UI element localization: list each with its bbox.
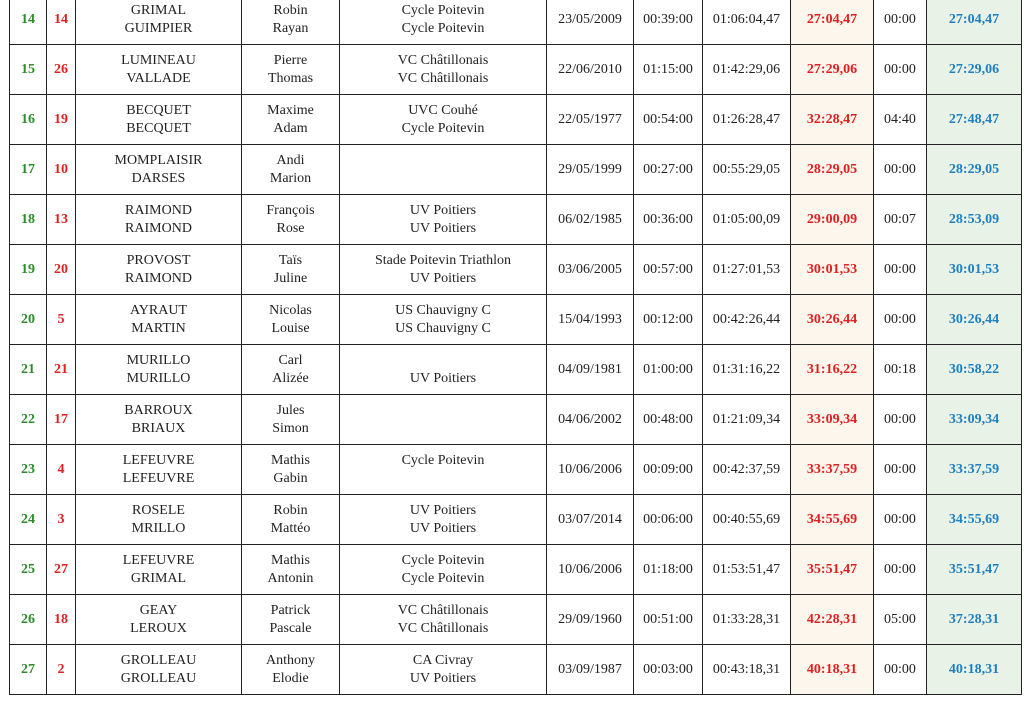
clubs-cell-line: [342, 152, 544, 170]
surnames-cell-line: MURILLO: [126, 370, 191, 386]
table-row: [10, 195, 1022, 245]
bib-cell: 3: [47, 495, 76, 545]
real-time-cell: 33:37,59: [791, 445, 874, 495]
firstnames-cell-line: Gabin: [273, 470, 308, 486]
table-row: [10, 445, 1022, 495]
firstnames-cell-line: Robin: [273, 502, 308, 518]
firstnames-cell-line: Pierre: [273, 52, 308, 68]
firstnames-cell-line: Rayan: [272, 20, 309, 36]
surnames-cell-line: DARSES: [131, 170, 186, 186]
surnames-cell-line: BARROUX: [124, 402, 193, 418]
firstnames-cell: [242, 0, 340, 45]
surnames-cell: [76, 545, 242, 595]
clubs-cell-line: UV Poitiers: [409, 270, 477, 286]
bib-cell: 18: [47, 595, 76, 645]
surnames-cell-line: PROVOST: [126, 252, 191, 268]
clubs-cell-line: Cycle Poitevin: [401, 452, 485, 468]
bonus-cell: 00:00: [874, 245, 927, 295]
surnames-cell-line: RAIMOND: [125, 270, 192, 286]
table-row: [10, 245, 1022, 295]
surnames-cell: [76, 595, 242, 645]
clubs-cell-line: UVC Couhé: [408, 102, 478, 118]
surnames-cell-line: VALLADE: [126, 70, 191, 86]
surnames-cell-line: MOMPLAISIR: [114, 152, 203, 168]
table-row: [10, 345, 1022, 395]
firstnames-cell-line: Elodie: [272, 670, 309, 686]
clubs-cell: [340, 0, 547, 45]
total-time-cell: 01:26:28,47: [703, 95, 791, 145]
total-time-cell: 01:33:28,31: [703, 595, 791, 645]
firstnames-cell: [242, 645, 340, 695]
firstnames-cell-line: Mathis: [271, 452, 310, 468]
rank-cell: 20: [10, 295, 47, 345]
bib-cell: 10: [47, 145, 76, 195]
birthdate-cell: 22/06/2010: [547, 45, 634, 95]
clubs-cell: [340, 195, 547, 245]
birthdate-cell: 03/09/1987: [547, 645, 634, 695]
final-time-cell: 30:01,53: [927, 245, 1022, 295]
bib-cell: 4: [47, 445, 76, 495]
bib-cell: 13: [47, 195, 76, 245]
firstnames-cell: [242, 45, 340, 95]
clubs-cell-line: CA Civray: [412, 652, 474, 668]
bib-cell: 21: [47, 345, 76, 395]
table-row: [10, 495, 1022, 545]
handicap-cell: 00:06:00: [634, 495, 703, 545]
firstnames-cell-line: Mattéo: [270, 520, 311, 536]
table-row: [10, 545, 1022, 595]
handicap-cell: 00:51:00: [634, 595, 703, 645]
total-time-cell: 00:40:55,69: [703, 495, 791, 545]
table-row: [10, 595, 1022, 645]
firstnames-cell-line: Andi: [276, 152, 305, 168]
real-time-cell: 29:00,09: [791, 195, 874, 245]
handicap-cell: 00:54:00: [634, 95, 703, 145]
surnames-cell-line: LEFEUVRE: [122, 552, 195, 568]
clubs-cell: [340, 545, 547, 595]
clubs-cell-line: VC Châtillonais: [397, 70, 489, 86]
rank-cell: 21: [10, 345, 47, 395]
clubs-cell: [340, 645, 547, 695]
table-row: [10, 295, 1022, 345]
surnames-cell: [76, 0, 242, 45]
birthdate-cell: 06/02/1985: [547, 195, 634, 245]
table-row: [10, 395, 1022, 445]
handicap-cell: 00:48:00: [634, 395, 703, 445]
final-time-cell: 37:28,31: [927, 595, 1022, 645]
final-time-cell: 30:58,22: [927, 345, 1022, 395]
firstnames-cell-line: Alizée: [272, 370, 309, 386]
rank-cell: 26: [10, 595, 47, 645]
surnames-cell: [76, 445, 242, 495]
final-time-cell: 27:04,47: [927, 0, 1022, 45]
firstnames-cell-line: Patrick: [270, 602, 311, 618]
bonus-cell: 00:00: [874, 545, 927, 595]
surnames-cell: [76, 295, 242, 345]
surnames-cell-line: LUMINEAU: [121, 52, 196, 68]
birthdate-cell: 04/09/1981: [547, 345, 634, 395]
bonus-cell: 00:00: [874, 0, 927, 45]
total-time-cell: 01:31:16,22: [703, 345, 791, 395]
rank-cell: 16: [10, 95, 47, 145]
handicap-cell: 01:18:00: [634, 545, 703, 595]
birthdate-cell: 29/09/1960: [547, 595, 634, 645]
surnames-cell-line: MARTIN: [131, 320, 186, 336]
birthdate-cell: 15/04/1993: [547, 295, 634, 345]
firstnames-cell: [242, 545, 340, 595]
surnames-cell-line: GROLLEAU: [120, 670, 197, 686]
real-time-cell: 40:18,31: [791, 645, 874, 695]
results-table: [9, 0, 1022, 695]
rank-cell: 25: [10, 545, 47, 595]
firstnames-cell: [242, 595, 340, 645]
handicap-cell: 00:57:00: [634, 245, 703, 295]
surnames-cell: [76, 245, 242, 295]
clubs-cell-line: Cycle Poitevin: [401, 20, 485, 36]
final-time-cell: 34:55,69: [927, 495, 1022, 545]
firstnames-cell-line: Adam: [273, 120, 308, 136]
bonus-cell: 00:00: [874, 145, 927, 195]
surnames-cell-line: ROSELE: [132, 502, 185, 518]
firstnames-cell: [242, 145, 340, 195]
bonus-cell: 04:40: [874, 95, 927, 145]
bonus-cell: 00:00: [874, 645, 927, 695]
surnames-cell-line: BECQUET: [126, 120, 191, 136]
table-row: [10, 145, 1022, 195]
bib-cell: 27: [47, 545, 76, 595]
firstnames-cell-line: Taïs: [278, 252, 303, 268]
clubs-cell: [340, 245, 547, 295]
firstnames-cell-line: Mathis: [271, 552, 310, 568]
rank-cell: 18: [10, 195, 47, 245]
clubs-cell-line: [342, 470, 544, 488]
bonus-cell: 00:00: [874, 395, 927, 445]
birthdate-cell: 23/05/2009: [547, 0, 634, 45]
firstnames-cell-line: Rose: [276, 220, 305, 236]
rank-cell: 14: [10, 0, 47, 45]
clubs-cell: [340, 345, 547, 395]
firstnames-cell-line: Robin: [273, 2, 308, 18]
clubs-cell-line: [342, 352, 544, 370]
birthdate-cell: 03/07/2014: [547, 495, 634, 545]
rank-cell: 19: [10, 245, 47, 295]
real-time-cell: 28:29,05: [791, 145, 874, 195]
handicap-cell: 00:27:00: [634, 145, 703, 195]
firstnames-cell-line: Carl: [278, 352, 303, 368]
table-row: [10, 45, 1022, 95]
real-time-cell: 32:28,47: [791, 95, 874, 145]
surnames-cell-line: MURILLO: [126, 352, 191, 368]
final-time-cell: 40:18,31: [927, 645, 1022, 695]
clubs-cell-line: VC Châtillonais: [397, 620, 489, 636]
final-time-cell: 27:29,06: [927, 45, 1022, 95]
clubs-cell-line: [342, 420, 544, 438]
handicap-cell: 00:36:00: [634, 195, 703, 245]
birthdate-cell: 04/06/2002: [547, 395, 634, 445]
real-time-cell: 27:04,47: [791, 0, 874, 45]
clubs-cell: [340, 495, 547, 545]
real-time-cell: 33:09,34: [791, 395, 874, 445]
surnames-cell-line: BRIAUX: [131, 420, 186, 436]
rank-cell: 15: [10, 45, 47, 95]
firstnames-cell: [242, 245, 340, 295]
firstnames-cell: [242, 395, 340, 445]
handicap-cell: 00:39:00: [634, 0, 703, 45]
clubs-cell-line: UV Poitiers: [409, 502, 477, 518]
clubs-cell-line: UV Poitiers: [409, 520, 477, 536]
final-time-cell: 28:29,05: [927, 145, 1022, 195]
surnames-cell: [76, 195, 242, 245]
total-time-cell: 01:06:04,47: [703, 0, 791, 45]
firstnames-cell-line: Anthony: [266, 652, 315, 668]
firstnames-cell-line: Marion: [269, 170, 312, 186]
handicap-cell: 01:00:00: [634, 345, 703, 395]
handicap-cell: 00:12:00: [634, 295, 703, 345]
birthdate-cell: 10/06/2006: [547, 545, 634, 595]
handicap-cell: 01:15:00: [634, 45, 703, 95]
firstnames-cell: [242, 295, 340, 345]
handicap-cell: 00:09:00: [634, 445, 703, 495]
firstnames-cell-line: Juline: [273, 270, 308, 286]
bonus-cell: 00:00: [874, 45, 927, 95]
rank-cell: 27: [10, 645, 47, 695]
firstnames-cell: [242, 445, 340, 495]
bonus-cell: 00:07: [874, 195, 927, 245]
surnames-cell-line: AYRAUT: [129, 302, 188, 318]
real-time-cell: 35:51,47: [791, 545, 874, 595]
bib-cell: 20: [47, 245, 76, 295]
bib-cell: 26: [47, 45, 76, 95]
clubs-cell-line: VC Châtillonais: [397, 52, 489, 68]
real-time-cell: 30:01,53: [791, 245, 874, 295]
bonus-cell: 00:18: [874, 345, 927, 395]
clubs-cell-line: Cycle Poitevin: [401, 570, 485, 586]
rank-cell: 23: [10, 445, 47, 495]
final-time-cell: 28:53,09: [927, 195, 1022, 245]
clubs-cell-line: [342, 402, 544, 420]
surnames-cell-line: RAIMOND: [125, 202, 192, 218]
surnames-cell: [76, 45, 242, 95]
bib-cell: 14: [47, 0, 76, 45]
surnames-cell-line: LEFEUVRE: [122, 452, 195, 468]
real-time-cell: 42:28,31: [791, 595, 874, 645]
bonus-cell: 00:00: [874, 495, 927, 545]
surnames-cell: [76, 145, 242, 195]
real-time-cell: 27:29,06: [791, 45, 874, 95]
bib-cell: 17: [47, 395, 76, 445]
rank-cell: 17: [10, 145, 47, 195]
bonus-cell: 00:00: [874, 445, 927, 495]
firstnames-cell-line: Antonin: [267, 570, 314, 586]
surnames-cell-line: GEAY: [139, 602, 178, 618]
birthdate-cell: 10/06/2006: [547, 445, 634, 495]
firstnames-cell-line: François: [266, 202, 315, 218]
bib-cell: 2: [47, 645, 76, 695]
firstnames-cell-line: Louise: [271, 320, 310, 336]
surnames-cell-line: LEROUX: [130, 620, 187, 636]
real-time-cell: 31:16,22: [791, 345, 874, 395]
surnames-cell-line: GUIMPIER: [124, 20, 193, 36]
bib-cell: 5: [47, 295, 76, 345]
clubs-cell-line: US Chauvigny C: [395, 320, 491, 336]
surnames-cell-line: GRIMAL: [130, 570, 187, 586]
birthdate-cell: 22/05/1977: [547, 95, 634, 145]
clubs-cell-line: UV Poitiers: [409, 370, 477, 386]
table-row: [10, 0, 1022, 45]
total-time-cell: 00:42:26,44: [703, 295, 791, 345]
clubs-cell: [340, 95, 547, 145]
clubs-cell-line: Cycle Poitevin: [401, 552, 485, 568]
firstnames-cell-line: Thomas: [267, 70, 314, 86]
birthdate-cell: 03/06/2005: [547, 245, 634, 295]
clubs-cell: [340, 145, 547, 195]
bib-cell: 19: [47, 95, 76, 145]
handicap-cell: 00:03:00: [634, 645, 703, 695]
clubs-cell-line: VC Châtillonais: [397, 602, 489, 618]
clubs-cell-line: Cycle Poitevin: [401, 120, 485, 136]
bonus-cell: 00:00: [874, 295, 927, 345]
total-time-cell: 01:05:00,09: [703, 195, 791, 245]
surnames-cell-line: MRILLO: [131, 520, 186, 536]
surnames-cell: [76, 395, 242, 445]
clubs-cell: [340, 445, 547, 495]
surnames-cell-line: LEFEUVRE: [122, 470, 195, 486]
clubs-cell-line: UV Poitiers: [409, 202, 477, 218]
total-time-cell: 01:42:29,06: [703, 45, 791, 95]
total-time-cell: 00:42:37,59: [703, 445, 791, 495]
clubs-cell-line: UV Poitiers: [409, 220, 477, 236]
rank-cell: 22: [10, 395, 47, 445]
firstnames-cell: [242, 195, 340, 245]
surnames-cell-line: GROLLEAU: [120, 652, 197, 668]
final-time-cell: 33:09,34: [927, 395, 1022, 445]
clubs-cell-line: Cycle Poitevin: [401, 2, 485, 18]
final-time-cell: 27:48,47: [927, 95, 1022, 145]
clubs-cell: [340, 295, 547, 345]
surnames-cell-line: RAIMOND: [125, 220, 192, 236]
clubs-cell-line: US Chauvigny C: [395, 302, 491, 318]
firstnames-cell-line: Simon: [272, 420, 309, 436]
total-time-cell: 01:21:09,34: [703, 395, 791, 445]
total-time-cell: 00:43:18,31: [703, 645, 791, 695]
clubs-cell-line: Stade Poitevin Triathlon: [374, 252, 512, 268]
rank-cell: 24: [10, 495, 47, 545]
surnames-cell: [76, 345, 242, 395]
clubs-cell: [340, 45, 547, 95]
birthdate-cell: 29/05/1999: [547, 145, 634, 195]
surnames-cell-line: GRIMAL: [130, 2, 187, 18]
clubs-cell-line: UV Poitiers: [409, 670, 477, 686]
surnames-cell: [76, 495, 242, 545]
final-time-cell: 33:37,59: [927, 445, 1022, 495]
clubs-cell-line: [342, 170, 544, 188]
real-time-cell: 30:26,44: [791, 295, 874, 345]
firstnames-cell: [242, 95, 340, 145]
final-time-cell: 30:26,44: [927, 295, 1022, 345]
clubs-cell: [340, 395, 547, 445]
firstnames-cell: [242, 345, 340, 395]
firstnames-cell-line: Nicolas: [269, 302, 312, 318]
surnames-cell: [76, 645, 242, 695]
final-time-cell: 35:51,47: [927, 545, 1022, 595]
bonus-cell: 05:00: [874, 595, 927, 645]
total-time-cell: 01:27:01,53: [703, 245, 791, 295]
table-row: [10, 645, 1022, 695]
surnames-cell-line: BECQUET: [126, 102, 191, 118]
total-time-cell: 00:55:29,05: [703, 145, 791, 195]
table-row: [10, 95, 1022, 145]
firstnames-cell-line: Jules: [276, 402, 305, 418]
total-time-cell: 01:53:51,47: [703, 545, 791, 595]
firstnames-cell-line: Pascale: [269, 620, 312, 636]
clubs-cell: [340, 595, 547, 645]
surnames-cell: [76, 95, 242, 145]
firstnames-cell-line: Maxime: [267, 102, 314, 118]
real-time-cell: 34:55,69: [791, 495, 874, 545]
firstnames-cell: [242, 495, 340, 545]
